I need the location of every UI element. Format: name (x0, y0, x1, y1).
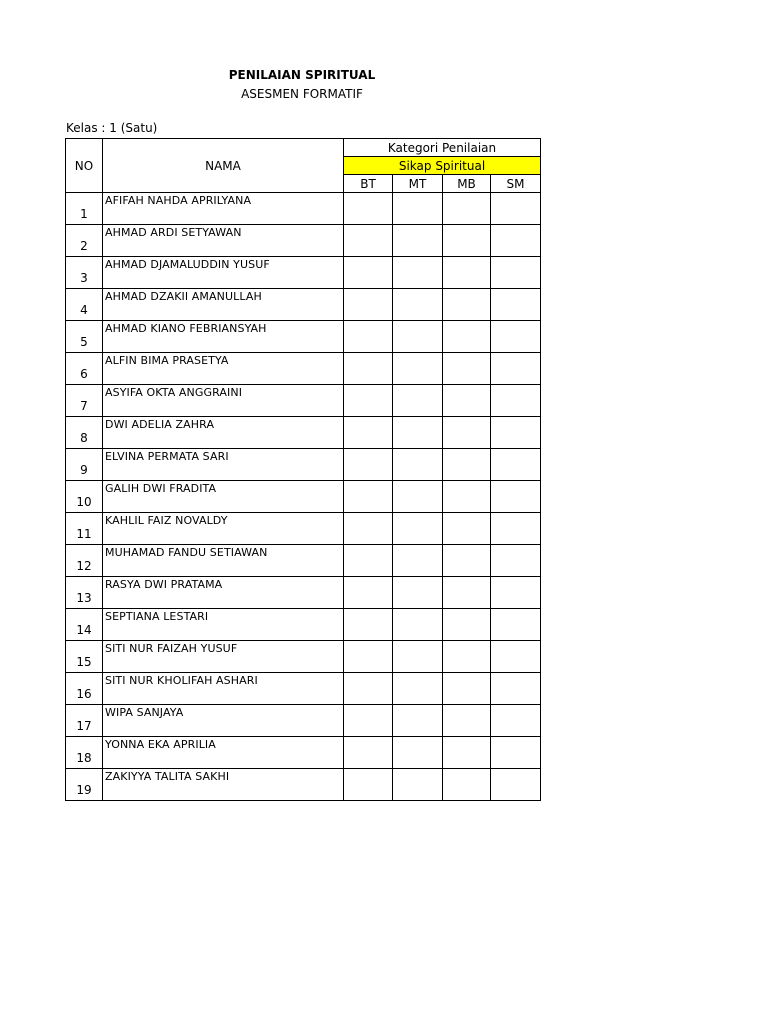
score-cell-sm[interactable] (491, 417, 541, 449)
score-cell-mb[interactable] (443, 385, 491, 417)
score-cell-sm[interactable] (491, 289, 541, 321)
assessment-table (65, 138, 541, 801)
score-cell-sm[interactable] (491, 673, 541, 705)
score-cell-mb[interactable] (443, 673, 491, 705)
table-row (66, 353, 541, 385)
score-cell-mb[interactable] (443, 481, 491, 513)
score-cell-mt[interactable] (393, 449, 443, 481)
student-name: AHMAD ARDI SETYAWAN (103, 225, 344, 257)
row-number: 2 (66, 225, 103, 257)
name-column-header: NAMA (103, 139, 344, 193)
student-name: ZAKIYYA TALITA SAKHI (103, 769, 344, 801)
score-cell-mb[interactable] (443, 417, 491, 449)
class-label: Kelas : 1 (Satu) (66, 121, 158, 135)
category-header-mt: MT (393, 175, 443, 193)
score-cell-bt[interactable] (344, 577, 393, 609)
score-cell-sm[interactable] (491, 481, 541, 513)
row-number: 11 (66, 513, 103, 545)
score-cell-bt[interactable] (344, 257, 393, 289)
score-cell-mb[interactable] (443, 641, 491, 673)
student-name: KAHLIL FAIZ NOVALDY (103, 513, 344, 545)
score-cell-sm[interactable] (491, 193, 541, 225)
score-cell-sm[interactable] (491, 385, 541, 417)
score-cell-sm[interactable] (491, 225, 541, 257)
student-name: SITI NUR KHOLIFAH ASHARI (103, 673, 344, 705)
score-cell-mt[interactable] (393, 193, 443, 225)
score-cell-mb[interactable] (443, 737, 491, 769)
score-cell-bt[interactable] (344, 513, 393, 545)
score-cell-bt[interactable] (344, 385, 393, 417)
row-number: 13 (66, 577, 103, 609)
score-cell-sm[interactable] (491, 737, 541, 769)
table-row (66, 481, 541, 513)
score-cell-sm[interactable] (491, 257, 541, 289)
category-header-sm: SM (491, 175, 541, 193)
table-row (66, 513, 541, 545)
table-row (66, 321, 541, 353)
row-number: 8 (66, 417, 103, 449)
table-row (66, 769, 541, 801)
student-name: RASYA DWI PRATAMA (103, 577, 344, 609)
score-cell-mb[interactable] (443, 545, 491, 577)
score-cell-mb[interactable] (443, 609, 491, 641)
score-cell-sm[interactable] (491, 353, 541, 385)
table-row (66, 289, 541, 321)
score-cell-sm[interactable] (491, 513, 541, 545)
score-cell-mt[interactable] (393, 545, 443, 577)
row-number: 4 (66, 289, 103, 321)
page-title: PENILAIAN SPIRITUAL (228, 68, 376, 82)
score-cell-mt[interactable] (393, 609, 443, 641)
student-name: ELVINA PERMATA SARI (103, 449, 344, 481)
row-number: 1 (66, 193, 103, 225)
score-cell-mb[interactable] (443, 257, 491, 289)
row-number: 5 (66, 321, 103, 353)
score-cell-bt[interactable] (344, 737, 393, 769)
score-cell-mt[interactable] (393, 705, 443, 737)
score-cell-mt[interactable] (393, 513, 443, 545)
score-cell-bt[interactable] (344, 769, 393, 801)
student-name: SITI NUR FAIZAH YUSUF (103, 641, 344, 673)
row-number: 6 (66, 353, 103, 385)
table-row (66, 673, 541, 705)
score-cell-bt[interactable] (344, 705, 393, 737)
student-name: MUHAMAD FANDU SETIAWAN (103, 545, 344, 577)
score-cell-mt[interactable] (393, 481, 443, 513)
student-name: ALFIN BIMA PRASETYA (103, 353, 344, 385)
row-number: 10 (66, 481, 103, 513)
table-row (66, 225, 541, 257)
row-number: 17 (66, 705, 103, 737)
score-cell-mt[interactable] (393, 769, 443, 801)
score-cell-bt[interactable] (344, 193, 393, 225)
assessment-table-body (66, 139, 541, 801)
score-cell-mb[interactable] (443, 449, 491, 481)
student-name: SEPTIANA LESTARI (103, 609, 344, 641)
score-cell-sm[interactable] (491, 769, 541, 801)
score-cell-mb[interactable] (443, 513, 491, 545)
category-header-bt: BT (344, 175, 393, 193)
category-header-mb: MB (443, 175, 491, 193)
score-cell-mt[interactable] (393, 289, 443, 321)
table-row (66, 417, 541, 449)
score-cell-mb[interactable] (443, 769, 491, 801)
student-name: AHMAD KIANO FEBRIANSYAH (103, 321, 344, 353)
score-cell-sm[interactable] (491, 545, 541, 577)
score-cell-sm[interactable] (491, 449, 541, 481)
score-cell-bt[interactable] (344, 321, 393, 353)
score-cell-mt[interactable] (393, 577, 443, 609)
table-row (66, 609, 541, 641)
row-number: 14 (66, 609, 103, 641)
score-cell-sm[interactable] (491, 705, 541, 737)
score-cell-mb[interactable] (443, 321, 491, 353)
row-number: 3 (66, 257, 103, 289)
score-cell-mt[interactable] (393, 673, 443, 705)
score-cell-mt[interactable] (393, 417, 443, 449)
student-name: AHMAD DZAKII AMANULLAH (103, 289, 344, 321)
table-row (66, 193, 541, 225)
table-row (66, 737, 541, 769)
page-subtitle: ASESMEN FORMATIF (241, 87, 363, 101)
score-cell-sm[interactable] (491, 609, 541, 641)
row-number: 12 (66, 545, 103, 577)
category-subtitle: Sikap Spiritual (344, 157, 541, 175)
score-cell-mb[interactable] (443, 225, 491, 257)
student-name: AHMAD DJAMALUDDIN YUSUF (103, 257, 344, 289)
row-number: 16 (66, 673, 103, 705)
table-row (66, 545, 541, 577)
score-cell-mt[interactable] (393, 737, 443, 769)
score-cell-bt[interactable] (344, 289, 393, 321)
row-number: 7 (66, 385, 103, 417)
row-number: 18 (66, 737, 103, 769)
table-row (66, 449, 541, 481)
table-row (66, 577, 541, 609)
no-column-header: NO (66, 139, 103, 193)
row-number: 15 (66, 641, 103, 673)
score-cell-mb[interactable] (443, 193, 491, 225)
student-name: YONNA EKA APRILIA (103, 737, 344, 769)
score-cell-sm[interactable] (491, 641, 541, 673)
score-cell-mt[interactable] (393, 641, 443, 673)
score-cell-bt[interactable] (344, 417, 393, 449)
student-name: DWI ADELIA ZAHRA (103, 417, 344, 449)
category-title: Kategori Penilaian (344, 139, 541, 157)
student-name: GALIH DWI FRADITA (103, 481, 344, 513)
score-cell-mt[interactable] (393, 353, 443, 385)
score-cell-bt[interactable] (344, 609, 393, 641)
score-cell-sm[interactable] (491, 321, 541, 353)
score-cell-mt[interactable] (393, 385, 443, 417)
row-number: 9 (66, 449, 103, 481)
table-row (66, 385, 541, 417)
table-row (66, 705, 541, 737)
table-row (66, 257, 541, 289)
score-cell-mb[interactable] (443, 353, 491, 385)
score-cell-mt[interactable] (393, 321, 443, 353)
score-cell-sm[interactable] (491, 577, 541, 609)
student-name: WIPA SANJAYA (103, 705, 344, 737)
student-name: AFIFAH NAHDA APRILYANA (103, 193, 344, 225)
student-name: ASYIFA OKTA ANGGRAINI (103, 385, 344, 417)
score-cell-mb[interactable] (443, 289, 491, 321)
score-cell-bt[interactable] (344, 673, 393, 705)
score-cell-mt[interactable] (393, 225, 443, 257)
score-cell-mb[interactable] (443, 705, 491, 737)
score-cell-bt[interactable] (344, 225, 393, 257)
score-cell-mb[interactable] (443, 577, 491, 609)
score-cell-bt[interactable] (344, 353, 393, 385)
table-row (66, 641, 541, 673)
score-cell-bt[interactable] (344, 449, 393, 481)
score-cell-bt[interactable] (344, 481, 393, 513)
score-cell-bt[interactable] (344, 545, 393, 577)
score-cell-mt[interactable] (393, 257, 443, 289)
row-number: 19 (66, 769, 103, 801)
score-cell-bt[interactable] (344, 641, 393, 673)
